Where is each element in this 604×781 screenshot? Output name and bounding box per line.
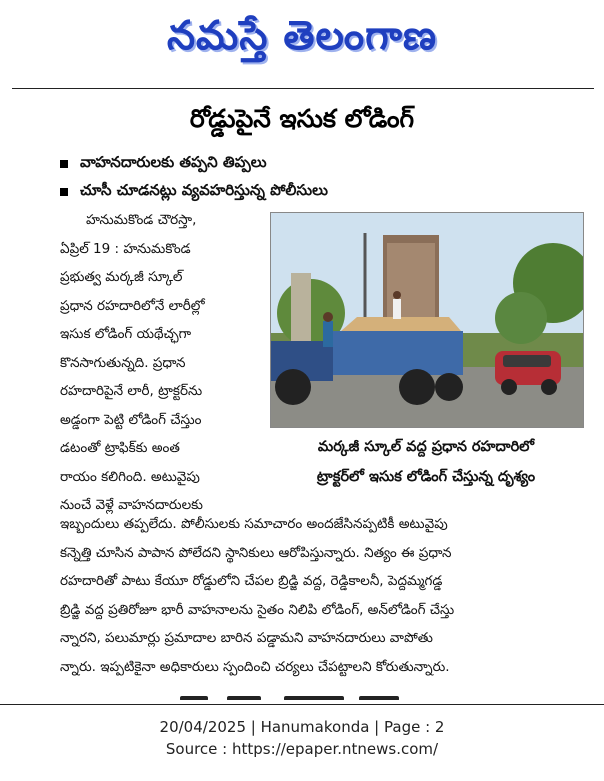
tractor-loading-illustration bbox=[271, 213, 583, 427]
news-photo bbox=[270, 212, 584, 428]
source-link[interactable]: Source : https://epaper.ntnews.com/ bbox=[165, 740, 439, 758]
masthead bbox=[0, 0, 604, 82]
article-headline: రోడ్డుపైనే ఇసుక లోడింగ్ bbox=[189, 104, 415, 133]
article-body-continued bbox=[60, 510, 580, 681]
body-line: రాయం కలిగింది. అటువైపు bbox=[60, 468, 200, 485]
masthead-divider bbox=[12, 88, 594, 89]
body-line: ప్రధాన రహదారిలోనే లారీల్లో bbox=[60, 297, 205, 314]
bullet-square-icon bbox=[60, 160, 68, 168]
edition-info: 20/04/2025 | Hanumakonda | Page : 2 bbox=[159, 718, 445, 736]
body-line: బ్రిడ్జి వద్ద ప్రతిరోజూ భారీ వాహనాలను సైతం నిలిపి లోడింగ్, అన్‌లోడింగ్ చేస్తు bbox=[60, 601, 455, 618]
body-line: అడ్డంగా పెట్టి లోడింగ్ చేస్తుం bbox=[60, 411, 202, 428]
body-line: హనుమకొండ చౌరస్తా, bbox=[86, 212, 197, 228]
subheadline-text: చూసీ చూడనట్లు వ్యవహరిస్తున్న పోలీసులు bbox=[80, 181, 328, 199]
subheadline-item bbox=[60, 150, 580, 178]
body-line: కన్నెత్తి చూసిన పాపాన పోలేదని స్థానికులు ఆరోపిస్తున్నారు. నిత్యం ఈ ప్రధాన bbox=[60, 544, 452, 561]
body-line: నుంచే వెళ్లే వాహనదారులకు bbox=[60, 497, 203, 513]
body-line: ఏప్రిల్ 19 : హనుమకొండ bbox=[60, 240, 191, 257]
bullet-square-icon bbox=[60, 188, 68, 196]
body-line: రహదారిపైనే లారీ, ట్రాక్టర్‌ను bbox=[60, 383, 203, 399]
photo-caption bbox=[270, 432, 582, 496]
cropped-next-headline bbox=[170, 686, 430, 700]
subheadline-list bbox=[60, 150, 580, 206]
body-line: ప్రభుత్వ మర్కజీ స్కూల్ bbox=[60, 269, 183, 285]
body-line: న్నారు. ఇప్పటికైనా అధికారులు స్పందించి చర్యలు చేపట్టాలని కోరుతున్నారు. bbox=[60, 658, 450, 675]
subheadline-text: వాహనదారులకు తప్పని తిప్పలు bbox=[80, 153, 267, 171]
body-line: ఇబ్బందులు తప్పలేదు. పోలీసులకు సమాచారం అందజేసినప్పటికీ అటువైపు bbox=[60, 516, 448, 532]
article-column bbox=[60, 206, 254, 520]
footer bbox=[0, 716, 604, 760]
footer-divider bbox=[0, 704, 604, 705]
body-line: న్నారని, పలుమార్లు ప్రమాదాల బారిన పడ్డామని వాహనదారులు వాపోతు bbox=[60, 630, 433, 646]
body-line: డటంతో ట్రాఫిక్‌కు అంత bbox=[60, 440, 180, 456]
caption-line: మర్కజీ స్కూల్ వద్ద ప్రధాన రహదారిలో bbox=[317, 439, 535, 455]
body-line: ఇసుక లోడింగ్ యథేచ్ఛగా bbox=[60, 326, 192, 342]
subheadline-item bbox=[60, 178, 580, 206]
caption-line: ట్రాక్టర్‌లో ఇసుక లోడింగ్ చేస్తున్న దృశ్యం bbox=[316, 469, 536, 485]
body-line: రహదారితో పాటు కేయూ రోడ్డులోని చేపల బ్రిడ్జి వద్ద, రెడ్డికాలనీ, పెద్దమ్మగడ్డ bbox=[60, 573, 443, 589]
body-line: కొనసాగుతున్నది. ప్రధాన bbox=[60, 354, 186, 371]
newspaper-logo: నమస్తే తెలంగాణ bbox=[166, 13, 438, 59]
